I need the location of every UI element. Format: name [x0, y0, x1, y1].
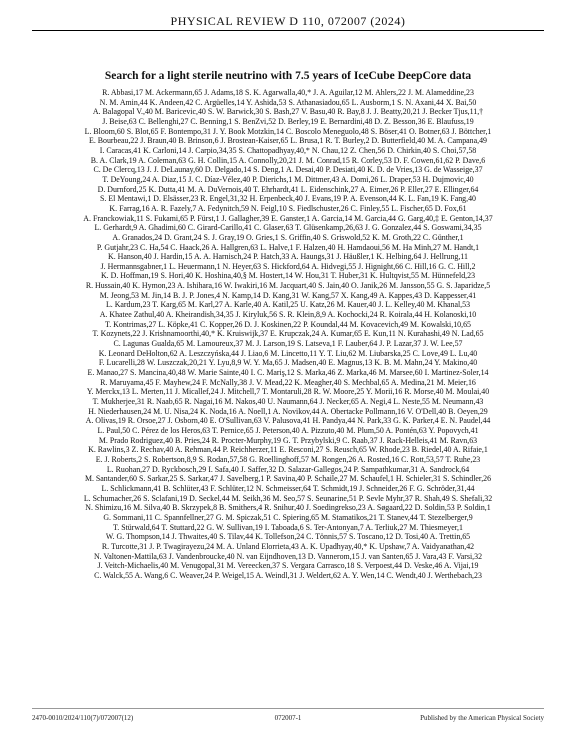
footer-issn: 2470-0010/2024/110(7)/072007(12) — [32, 714, 134, 722]
author-line: M. Prado Rodriguez,40 B. Pries,24 R. Procter-Murphy,19 G. T. Przybylski,9 C. Raab,37 J. Rack-Helleis,41 M. Ravn,63 — [98, 435, 478, 445]
author-line: G. Sommani,11 C. Spannfellner,27 G. M. Spiczak,51 C. Spiering,65 M. Stamatikos,21 T. Stanev,44 T. Stezelberger,9 — [103, 512, 473, 522]
author-line: E. J. Roberts,2 S. Robertson,8,9 S. Rodan,57,58 G. Roellinghoff,57 M. Rongen,26 A. Rosted,16 C. Rott,53,57 T. Ruhe,23 — [95, 454, 481, 464]
author-line: L. Kardum,23 T. Karg,65 M. Karl,27 A. Karle,40 A. Katil,25 U. Katz,26 M. Kauer,40 J. L. Kelley,40 M. Khanal,53 — [105, 300, 471, 310]
footer-publisher: Published by the American Physical Society — [420, 714, 544, 722]
header-rule — [32, 30, 544, 31]
author-line: Y. Merckx,13 L. Merten,11 J. Micallef,24 J. Mitchell,7 T. Montaruli,28 R. W. Moore,25 Y. Morii,16 R. Morse,40 M. Moulai,40 — [86, 387, 490, 397]
author-line: A. Olivas,19 R. Orsoe,27 J. Osborn,40 E. O'Sullivan,63 V. Palusova,41 H. Pandya,44 N. Park,33 G. K. Parker,4 E. N. Paudel,44 — [85, 416, 491, 426]
author-line: K. Rawlins,3 Z. Rechav,40 A. Rehman,44 P. Reichherzer,11 E. Resconi,27 S. Reusch,65 W. Rhode,23 B. Riedel,40 A. Rifaie,1 — [88, 445, 488, 455]
author-line: B. A. Clark,19 A. Coleman,63 G. H. Collin,15 A. Connolly,20,21 J. M. Conrad,15 R. Corley,53 D. F. Cowen,61,62 P. Dave,6 — [90, 155, 486, 165]
author-list — [38, 88, 538, 580]
author-line: A. Granados,24 D. Grant,24 S. J. Gray,19 O. Gries,1 S. Griffin,40 S. Griswold,52 K. M. Groth,22 C. Günther,1 — [112, 232, 464, 242]
author-line: M. Jeong,53 M. Jin,14 B. J. P. Jones,4 N. Kamp,14 D. Kang,31 W. Kang,57 X. Kang,49 A. Kappes,43 D. Kappesser,41 — [99, 290, 477, 300]
author-line: E. Manao,27 S. Mancina,40,48 W. Marie Sainte,40 I. C. Mariş,12 S. Marka,46 Z. Marka,46 M. Marsee,60 I. Martinez-Soler,14 — [87, 368, 489, 378]
footer-rule — [32, 708, 544, 709]
author-line: L. Schumacher,26 S. Sclafani,19 D. Seckel,44 M. Seikh,36 M. Seo,57 S. Seunarine,51 P. Sevle Myhr,37 R. Shah,49 S. Shefali,32 — [83, 493, 493, 503]
author-line: L. Paul,50 C. Pérez de los Heros,63 T. Pernice,65 J. Peterson,40 A. Pizzuto,40 M. Plum,50 A. Pontén,63 Y. Popovych,41 — [97, 425, 479, 435]
author-line: C. Lagunas Gualda,65 M. Lamoureux,37 M. J. Larson,19 S. Latseva,1 F. Lauber,64 J. P. Lazar,37 J. W. Lee,57 — [113, 339, 463, 349]
author-line: P. Gutjahr,23 C. Ha,54 C. Haack,26 A. Hallgren,63 L. Halve,1 F. Halzen,40 H. Hamdaoui,56 M. Ha Minh,27 M. Handt,1 — [96, 242, 480, 252]
author-line: A. Balagopal V.,40 M. Baricevic,40 S. W. Barwick,30 S. Bash,27 V. Basu,40 R. Bay,8 J. J. Beatty,20,21 J. Becker Tjus,11,† — [92, 107, 484, 117]
author-line: T. Stürwald,64 T. Stuttard,22 G. W. Sullivan,19 I. Taboada,6 S. Ter-Antonyan,7 A. Terliuk,27 M. Thiesmeyer,1 — [113, 522, 463, 532]
author-line: M. Santander,60 S. Sarkar,25 S. Sarkar,47 J. Savelberg,1 P. Savina,40 P. Schaile,27 M. Schaufel,1 H. Schieler,31 S. Schindler,26 — [84, 474, 492, 484]
author-line: L. Bloom,60 S. Blot,65 F. Bontempo,31 J. Y. Book Motzkin,14 C. Boscolo Meneguolo,48 S. Böser,41 O. Botner,63 J. Böttcher,1 — [84, 126, 492, 136]
author-line: I. Caracas,41 K. Carloni,14 J. Carpio,34,35 S. Chattopadhyay,40,* N. Chau,12 Z. Chen,56 D. Chirkin,40 S. Choi,57,58 — [99, 145, 477, 155]
author-line: A. Khatee Zathul,40 A. Kheirandish,34,35 J. Kiryluk,56 S. R. Klein,8,9 A. Kochocki,24 R. Koirala,44 H. Kolanoski,10 — [99, 310, 477, 320]
author-line: L. Gerhardt,9 A. Ghadimi,60 C. Girard-Carillo,41 C. Glaser,63 T. Glüsenkamp,26,63 J. G. Gonzalez,44 S. Goswami,34,35 — [94, 223, 482, 233]
author-line: D. Durnford,25 K. Dutta,41 M. A. DuVernois,40 T. Ehrhardt,41 L. Eidenschink,27 A. Eimer,26 P. Eller,27 E. Ellinger,64 — [97, 184, 479, 194]
author-line: T. Kozynets,22 J. Krishnamoorthi,40,* K. Kruiswijk,37 E. Krupczak,24 A. Kumar,65 E. Kun,11 N. Kurahashi,49 N. Lad,65 — [92, 329, 484, 339]
author-line: R. Hussain,40 K. Hymon,23 A. Ishihara,16 W. Iwakiri,16 M. Jacquart,40 S. Jain,40 O. Janik,26 M. Jansson,55 G. S. Japaridze,5 — [85, 281, 491, 291]
author-line: T. DeYoung,24 A. Diaz,15 J. C. Díaz-Vélez,40 P. Dierichs,1 M. Dittmer,43 A. Domi,26 L. Draper,53 H. Dujmovic,40 — [102, 174, 474, 184]
author-line: J. Veitch-Michaelis,40 M. Venugopal,31 M. Vereecken,37 S. Vergara Carrasco,18 S. Verpoest,44 D. Veske,46 A. Vijai,19 — [97, 561, 479, 571]
footer-page-number: 072007-1 — [274, 714, 302, 722]
author-line: K. Hanson,40 J. Hardin,15 A. A. Harnisch,24 P. Hatch,33 A. Haungs,31 J. Häußler,1 K. Helbing,64 J. Hellrung,11 — [108, 252, 468, 262]
author-line: R. Turcotte,31 J. P. Twagirayezu,24 M. A. Unland Elorrieta,43 A. K. Upadhyay,40,* K. Upshaw,7 A. Vaidyanathan,42 — [101, 541, 475, 551]
author-line: K. Leonard DeHolton,62 A. Leszczyńska,44 J. Liao,6 M. Lincetto,11 Y. T. Liu,62 M. Liubarska,25 C. Love,49 L. Lu,40 — [98, 348, 478, 358]
journal-header: PHYSICAL REVIEW D 110, 072007 (2024) — [170, 14, 406, 28]
author-line: K. D. Hoffman,19 S. Hori,40 K. Hoshina,40,§ M. Hostert,14 W. Hou,31 T. Huber,31 K. Hultqvist,55 M. Hünnefeld,23 — [100, 271, 476, 281]
author-line: C. De Clercq,13 J. J. DeLaunay,60 D. Delgado,14 S. Deng,1 A. Desai,40 P. Desiati,40 K. D. de Vries,13 G. de Wasseige,37 — [93, 165, 483, 175]
author-line: F. Lucarelli,28 W. Luszczak,20,21 Y. Lyu,8,9 W. Y. Ma,65 J. Madsen,40 E. Magnus,13 K. B. M. Mahn,24 Y. Makino,40 — [98, 358, 478, 368]
author-line: K. Farrag,16 A. R. Fazely,7 A. Fedynitch,59 N. Feigl,10 S. Fiedlschuster,26 C. Finley,55 L. Fischer,65 D. Fox,61 — [109, 203, 467, 213]
author-line: H. Niederhausen,24 M. U. Nisa,24 K. Noda,16 A. Noell,1 A. Novikov,44 A. Obertacke Pollmann,16 V. O'Dell,40 B. Oeyen,29 — [88, 406, 488, 416]
author-line: N. Valtonen-Mattila,63 J. Vandenbroucke,40 N. van Eijndhoven,13 D. Vannerom,15 J. van Santen,65 J. Vara,43 F. Varsi,32 — [93, 551, 483, 561]
author-line: C. Walck,55 A. Wang,6 C. Weaver,24 P. Weigel,15 A. Weindl,31 J. Weldert,62 A. Y. Wen,14 C. Wendt,40 J. Werthebach,23 — [94, 570, 482, 580]
author-line: R. Abbasi,17 M. Ackermann,65 J. Adams,18 S. K. Agarwalla,40,* J. A. Aguilar,12 M. Ahlers,22 J. M. Alameddine,23 — [102, 88, 474, 97]
author-line: T. Mukherjee,31 R. Naab,65 R. Nagai,16 M. Nakos,40 U. Naumann,64 J. Necker,65 A. Negi,4 L. Neste,55 M. Neumann,43 — [92, 397, 484, 406]
paper-title: Search for a light sterile neutrino with 7.5 years of IceCube DeepCore data — [104, 70, 472, 82]
author-line: T. Kontrimas,27 L. Köpke,41 C. Kopper,26 D. J. Koskinen,22 P. Koundal,44 M. Kovacevich,49 M. Kowalski,10,65 — [105, 319, 471, 329]
author-line: J. Hermannsgabner,1 L. Heuermann,1 N. Heyer,63 S. Hickford,64 A. Hidvegi,55 J. Hignight,66 C. Hill,16 G. C. Hill,2 — [100, 261, 476, 271]
author-line: R. Maruyama,45 F. Mayhew,24 F. McNally,38 J. V. Mead,22 K. Meagher,40 S. Mechbal,65 A. Medina,21 M. Meier,16 — [100, 377, 476, 387]
author-line: S. El Mentawi,1 D. Elsässer,23 R. Engel,31,32 H. Erpenbeck,40 J. Evans,19 P. A. Evenson,44 K. L. Fan,19 K. Fang,40 — [100, 194, 476, 204]
author-line: N. Shimizu,16 M. Silva,40 B. Skrzypek,8 B. Smithers,4 R. Snihur,40 J. Soedingrekso,23 A. Søgaard,22 D. Soldin,53 P. Soldin,1 — [85, 503, 491, 513]
author-line: L. Ruohan,27 D. Ryckbosch,29 I. Safa,40 J. Saffer,32 D. Salazar-Gallegos,24 P. Sampathkumar,31 A. Sandrock,64 — [106, 464, 470, 474]
author-line: L. Schlickmann,41 B. Schlüter,43 F. Schlüter,12 N. Schmeisser,64 T. Schmidt,19 J. Schneider,26 F. G. Schröder,31,44 — [101, 483, 475, 493]
author-line: J. Beise,63 C. Bellenghi,27 C. Benning,1 S. BenZvi,52 D. Berley,19 E. Bernardini,48 D. Z. Besson,36 E. Blaufuss,19 — [102, 116, 474, 126]
author-line: A. Franckowiak,11 S. Fukami,65 P. Fürst,1 J. Gallagher,39 E. Ganster,1 A. Garcia,14 M. Garcia,44 G. Garg,40,‡ E. Genton,14,37 — [83, 213, 493, 223]
author-line: W. G. Thompson,14 J. Thwaites,40 S. Tilav,44 K. Tollefson,24 C. Tönnis,57 S. Toscano,12 D. Tosi,40 A. Trettin,65 — [105, 532, 471, 542]
author-line: N. M. Amin,44 K. Andeen,42 C. Argüelles,14 Y. Ashida,53 S. Athanasiadou,65 L. Ausborm,1 S. N. Axani,44 X. Bai,50 — [99, 97, 477, 107]
author-line: E. Bourbeau,22 J. Braun,40 B. Brinson,6 J. Brostean-Kaiser,65 L. Brusa,1 R. T. Burley,2 D. Butterfield,40 M. A. Campana,49 — [89, 136, 487, 146]
